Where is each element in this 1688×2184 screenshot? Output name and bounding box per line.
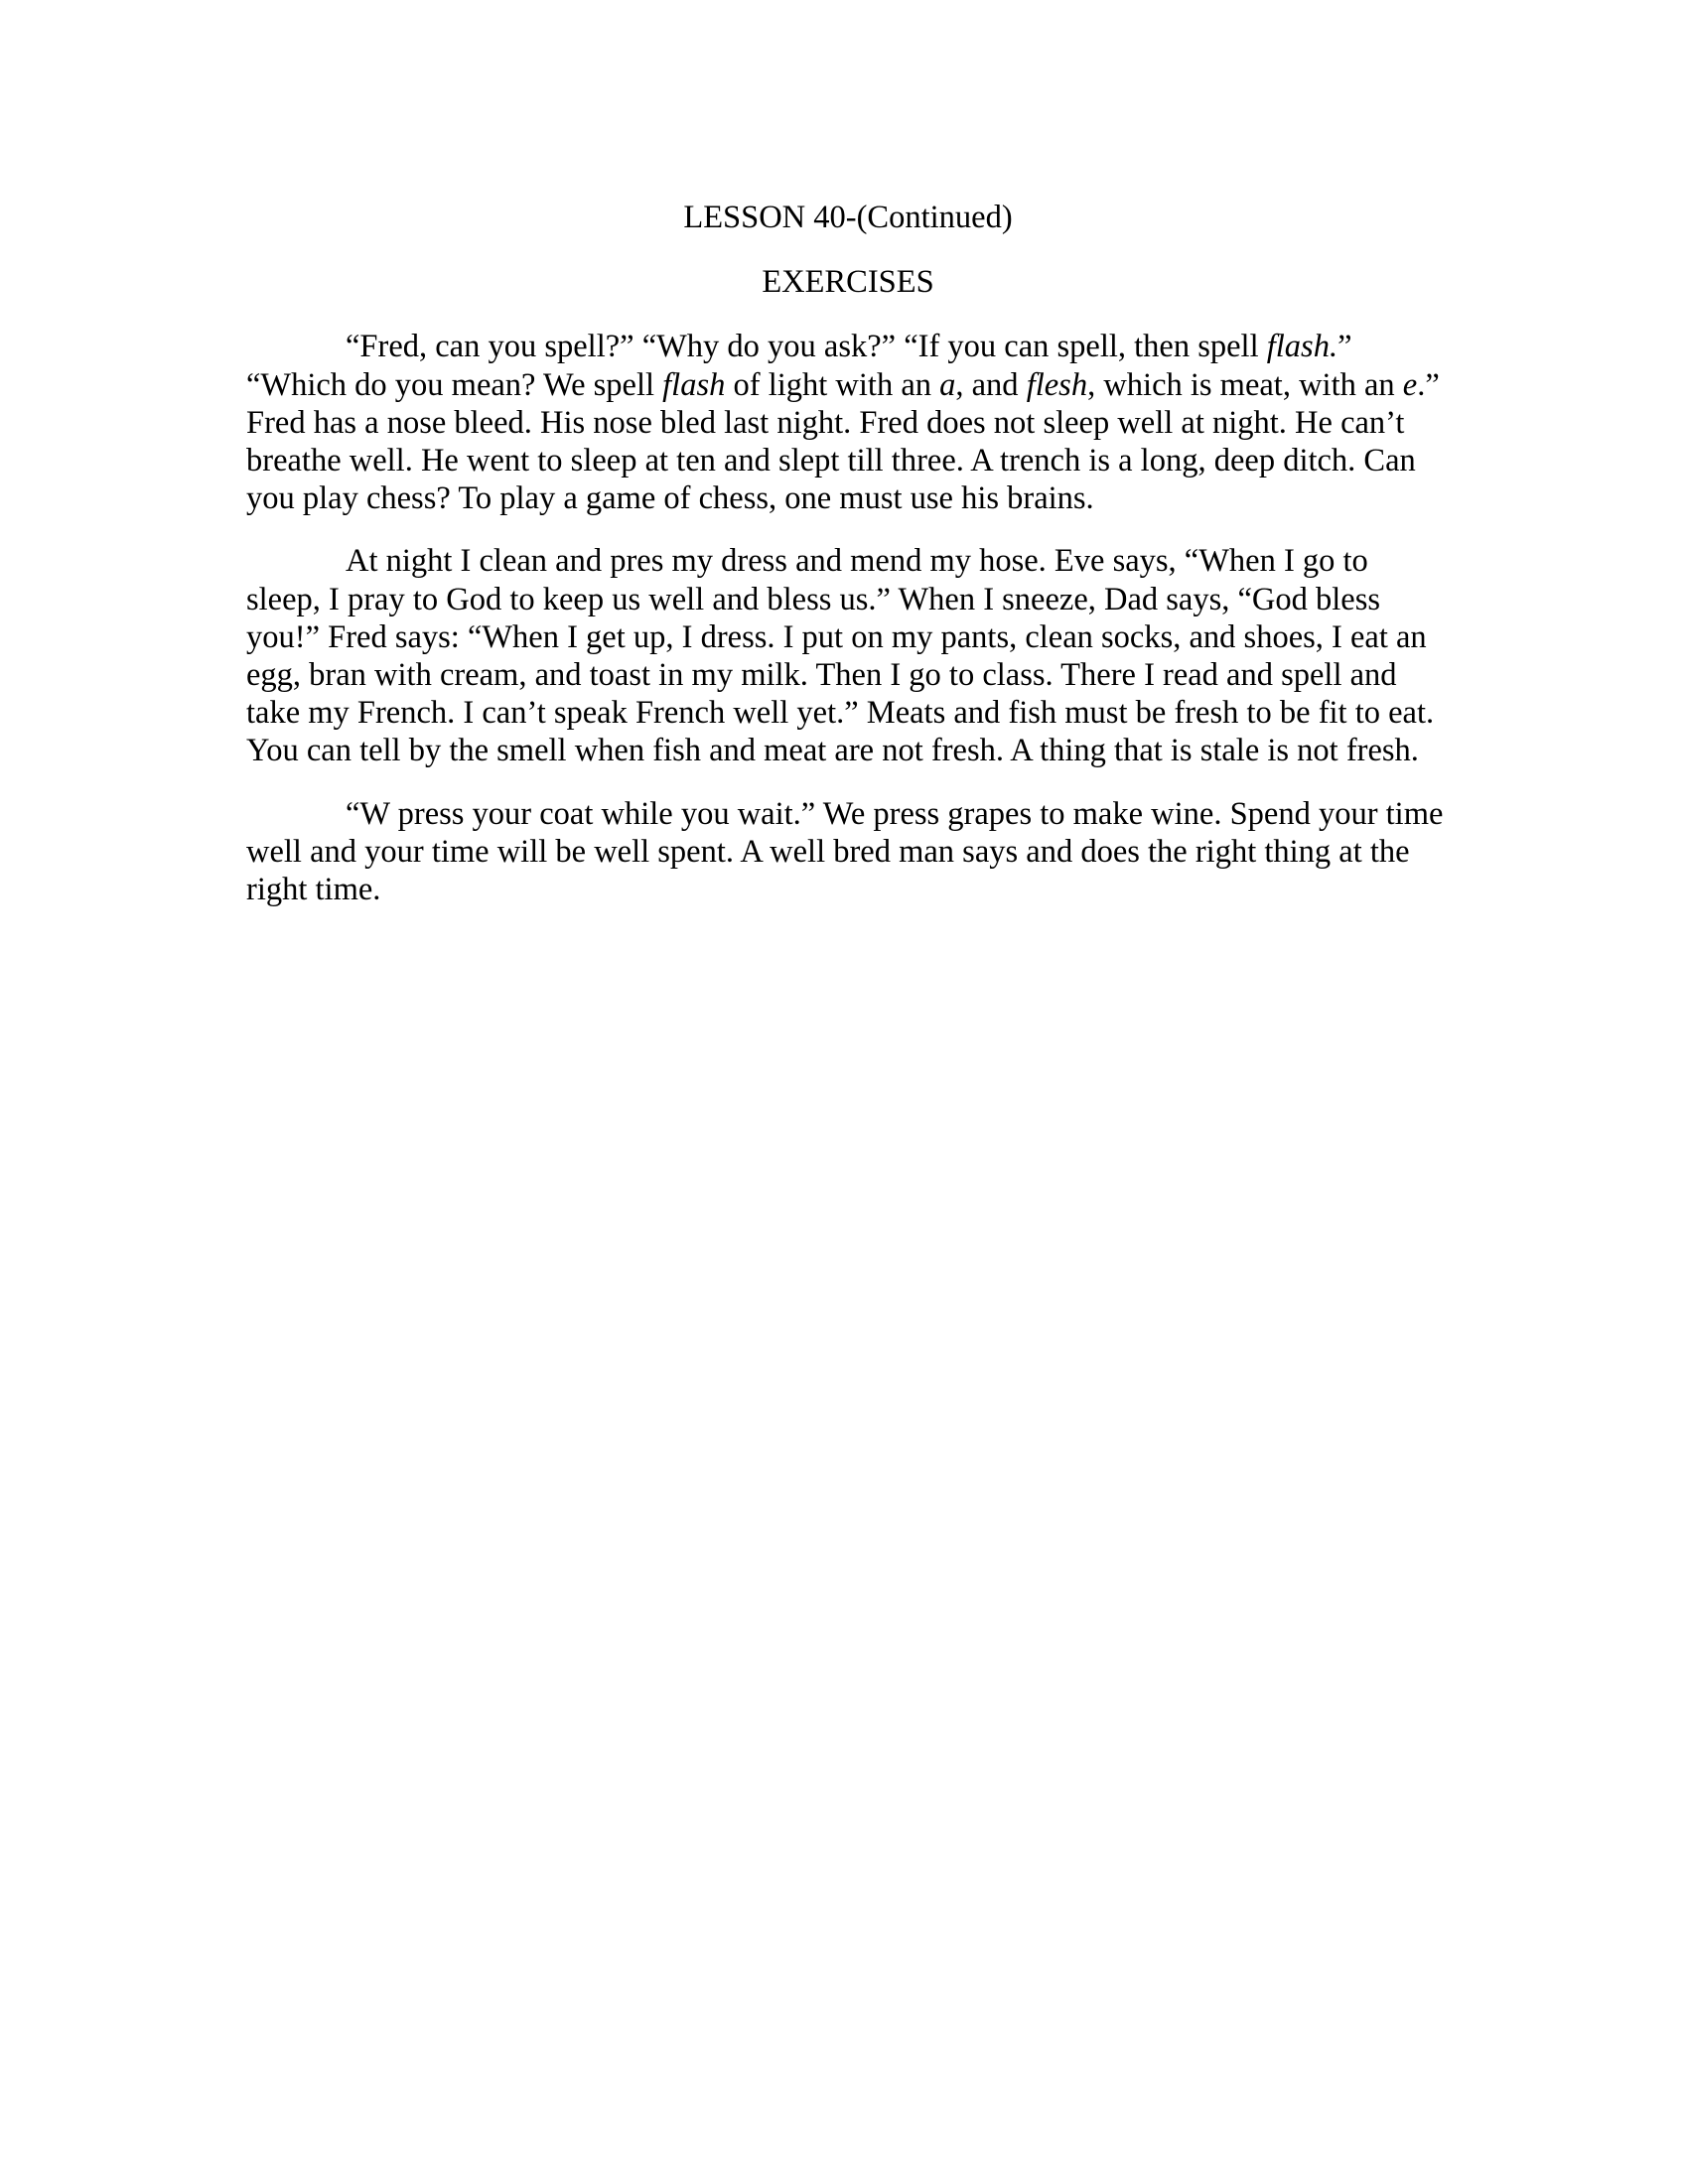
lesson-title: LESSON 40-(Continued) [683, 200, 1013, 235]
italic-text: e [1402, 366, 1418, 403]
text-run: At night I clean and pres my dress and mend my hose. Eve says, “When I go to sleep, I pray to God to keep us well and bless us.” When I sneeze, Dad says, “God bless you!” Fred says: “When I get up, I dress. I put on my pants, clean socks, and shoes, I eat an egg, bran with cream, and toast in my milk. Then I go to class. There I read and spell and take my French. I can’t speak French well yet.” Meats and fish must be fresh to be fit to eat. You can tell by the smell when fish and meat are not fresh. A thing that is stale is not fresh. [246, 543, 1435, 769]
italic-text: flash [662, 366, 726, 403]
italic-text: flash. [1266, 329, 1338, 365]
section-title: EXERCISES [762, 264, 934, 301]
text-run: , which is meat, with an [1087, 366, 1403, 403]
text-run: “W press your coat while you wait.” We press grapes to make wine. Spend your time well and your time will be well spent. A well bred man says and does the right thing at the right time. [246, 795, 1444, 908]
text-run: of light with an [725, 366, 940, 403]
paragraph [246, 542, 1450, 769]
paragraph [246, 328, 1450, 517]
italic-text: flesh [1026, 366, 1088, 403]
text-run: ” “Which do you mean? We spell [246, 329, 1352, 403]
text-run: , and [955, 366, 1027, 403]
page-content [246, 199, 1450, 908]
paragraph [246, 795, 1450, 909]
text-run: “Fred, can you spell?” “Why do you ask?” “If you can spell, then spell [346, 329, 1267, 365]
italic-text: a [939, 366, 956, 403]
text-run: .” Fred has a nose bleed. His nose bled last night. Fred does not sleep well at night. He can’t breathe well. He went to sleep at ten and slept till three. A trench is a long, deep ditch. Can you play chess? To play a game of chess, one must use his brains. [246, 366, 1440, 517]
